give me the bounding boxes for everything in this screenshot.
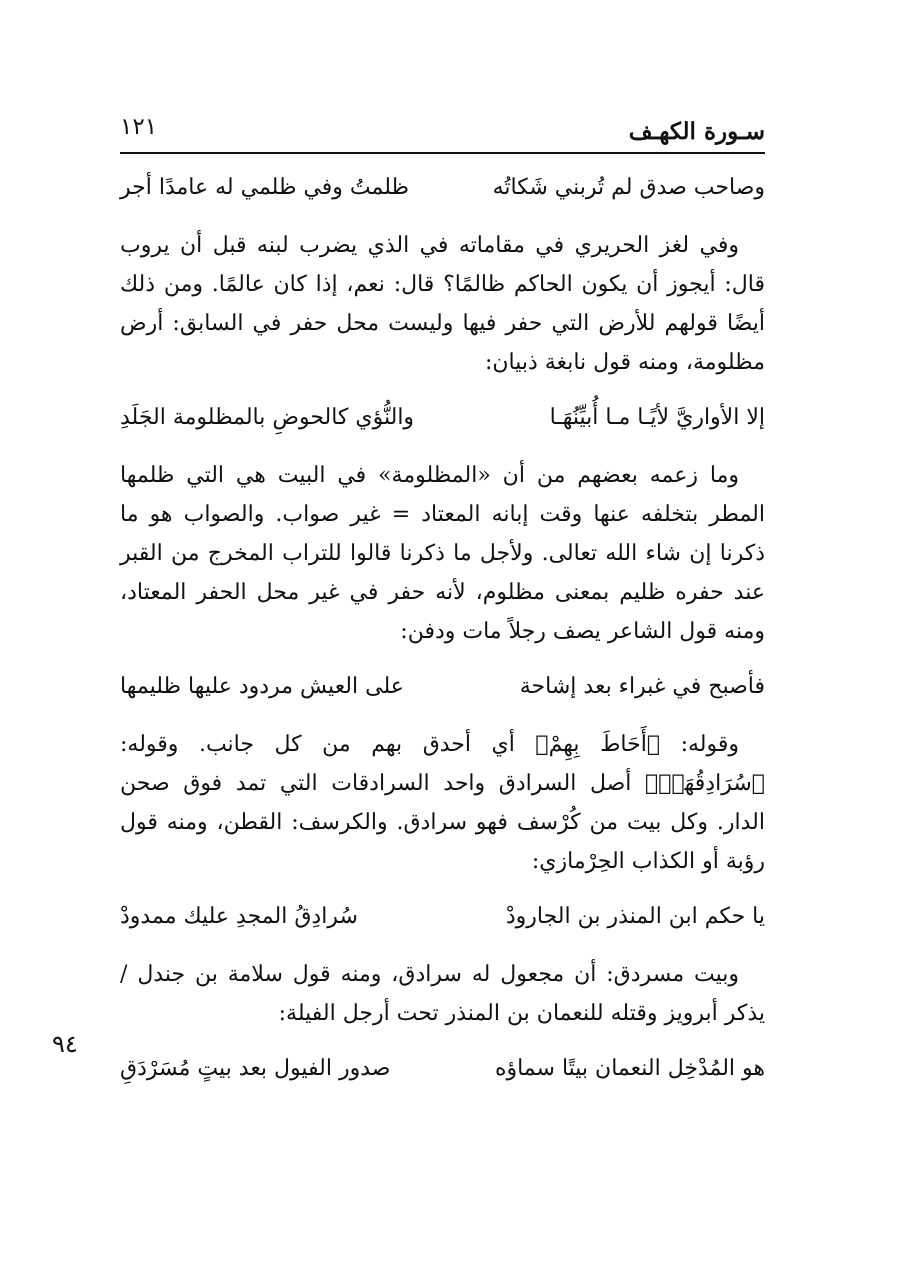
poetry-verse (120, 168, 765, 208)
verse-second-hemistich: سُرادِقُ المجدِ عليك ممدودْ (120, 904, 358, 929)
page-number: ١٢١ (120, 114, 158, 140)
book-page (120, 108, 765, 1107)
margin-page-number: ٩٤ (52, 1030, 78, 1058)
verse-second-hemistich: على العيش مردود عليها ظليمها (120, 674, 404, 699)
poetry-verse (120, 897, 765, 937)
paragraph-text: وبيت مسردق: أن مجعول له سرادق، ومنه قول سلامة بن جندل / يذكر أبرويز وقتله للنعمان بن المنذر تحت أرجل الفيلة: (120, 962, 765, 1026)
verse-first-hemistich: وصاحب صدق لم تُربني شَكاتُه (492, 175, 765, 200)
verse-first-hemistich: فأصبح في غبراء بعد إشاحة (519, 674, 765, 699)
prose-paragraph (120, 955, 765, 1033)
prose-paragraph (120, 226, 765, 382)
verse-first-hemistich: يا حكم ابن المنذر بن الجارودْ (505, 904, 765, 929)
surah-title: سـورة الكهـف (628, 118, 765, 145)
poetry-verse (120, 667, 765, 707)
poetry-verse (120, 1049, 765, 1089)
prose-paragraph (120, 456, 765, 651)
verse-second-hemistich: صدور الفيول بعد بيتٍ مُسَرْدَقِ (120, 1056, 391, 1081)
paragraph-text: وفي لغز الحريري في مقاماته في الذي يضرب لبنه قبل أن يروب قال: أيجوز أن يكون الحاكم ظالمًا؟ قال: نعم، إذا كان عالمًا. ومن ذلك أيضًا قولهم للأرض التي حفر فيها وليست محل حفر في السابق: أرض مظلومة، ومنه قول نابغة ذبيان: (120, 233, 765, 375)
paragraph-text: وما زعمه بعضهم من أن «المظلومة» في البيت هي التي ظلمها المطر بتخلفه عنها وقت إبانه المعتاد = غير صواب. والصواب هو ما ذكرنا إن شاء الله تعالى. ولأجل ما ذكرنا قالوا للتراب المخرج من القبر عند حفره ظليم بمعنى مظلوم، لأنه حفر في غير محل الحفر المعتاد، ومنه قول الشاعر يصف رجلاً مات ودفن: (120, 463, 765, 644)
verse-second-hemistich: والنُّؤي كالحوضِ بالمظلومة الجَلَدِ (120, 405, 415, 430)
paragraph-text: وقوله: ﴿أَحَاطَ بِهِمْ﴾ أي أحدق بهم من كل جانب. وقوله: ﴿سُرَادِقُهَاۚ﴾ أصل السرادق واحد السرادقات التي تمد فوق صحن الدار. وكل بيت من كُرْسف فهو سرادق. والكرسف: القطن، ومنه قول رؤبة أو الكذاب الحِرْمازي: (120, 732, 765, 874)
poetry-verse (120, 398, 765, 438)
prose-paragraph (120, 725, 765, 881)
verse-second-hemistich: ظلمتُ وفي ظلمي له عامدًا أجر (120, 175, 410, 200)
page-header (120, 108, 765, 154)
verse-first-hemistich: إلا الأواريَّ لأيًـا مـا أُبيِّنُهَـا (549, 405, 765, 430)
verse-first-hemistich: هو المُدْخِل النعمان بيتًا سماؤه (494, 1056, 765, 1081)
